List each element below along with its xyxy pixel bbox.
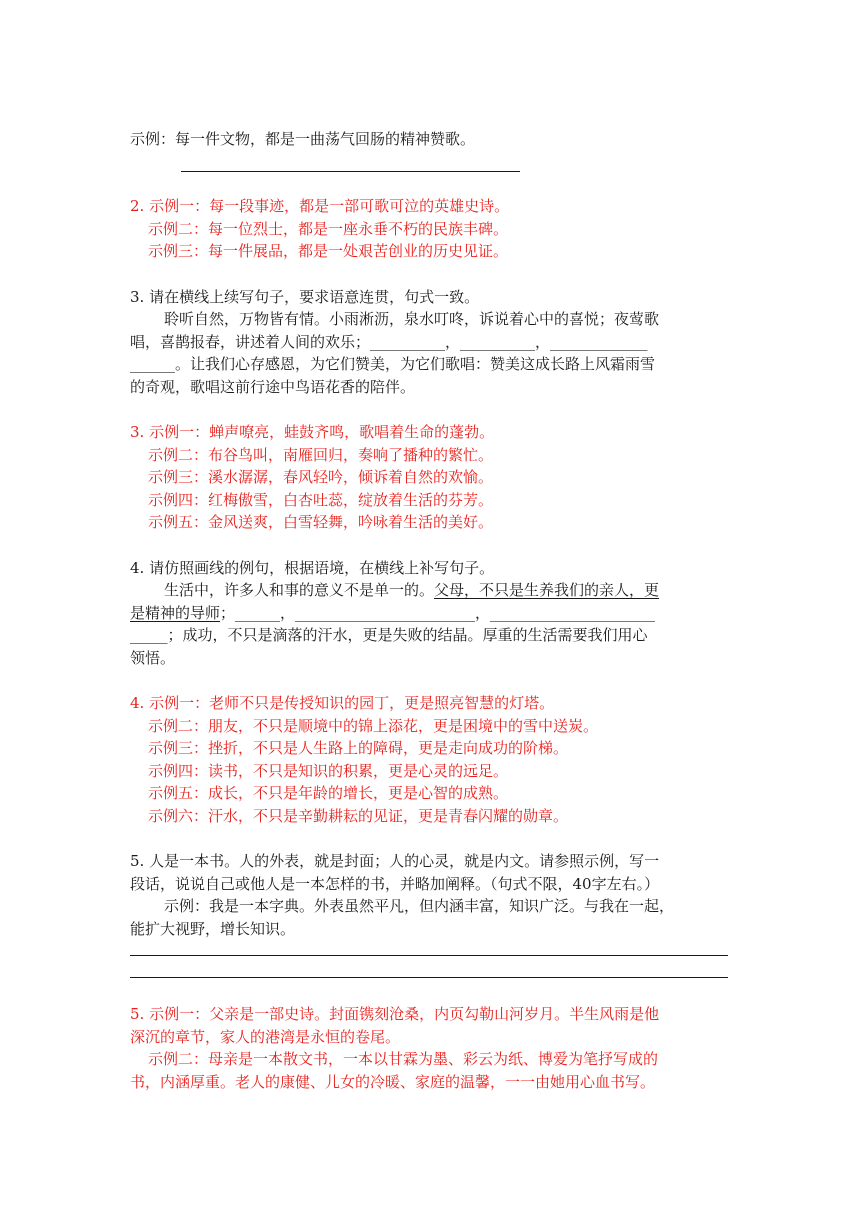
answer-4-line-3: 示例三：挫折，不只是人生路上的障碍，更是走向成功的阶梯。 xyxy=(148,739,569,757)
question-3-passage-line-4: 的奇观，歌唱这前行途中鸟语花香的陪伴。 xyxy=(130,378,416,396)
answer-5-line-1: 5. 示例一：父亲是一部史诗。封面镌刻沧桑，内页勾勒山河岁月。半生风雨是他 xyxy=(130,1005,660,1023)
answer-4-line-4: 示例四：读书，不只是知识的积累，更是心灵的远足。 xyxy=(148,762,509,780)
answer-3-line-4: 示例四：红梅傲雪，白杏吐蕊，绽放着生活的芬芳。 xyxy=(148,491,494,509)
answer-2-line-2: 示例二：每一位烈士，都是一座永垂不朽的民族丰碑。 xyxy=(148,220,509,238)
question-5-example-line-1: 示例：我是一本字典。外表虽然平凡，但内涵丰富，知识广泛。与我在一起， xyxy=(164,897,675,915)
answer-4-line-5: 示例五：成长，不只是年龄的增长，更是心智的成熟。 xyxy=(148,784,509,802)
answer-2-line-3: 示例三：每一件展品，都是一处艰苦创业的历史见证。 xyxy=(148,242,509,260)
question-4-passage-line-2 xyxy=(130,602,655,624)
answer-3-line-1: 3. 示例一：蝉声嘹亮，蛙鼓齐鸣，歌唱着生命的蓬勃。 xyxy=(130,423,495,441)
answer-4-line-1: 4. 示例一：老师不只是传授知识的园丁，更是照亮智慧的灯塔。 xyxy=(130,694,555,712)
answer-4-line-2: 示例二：朋友，不只是顺境中的锦上添花，更是困境中的雪中送炭。 xyxy=(148,717,599,735)
question-4-passage-line-3: _____；成功，不只是滴落的汗水，更是失败的结晶。厚重的生活需要我们用心 xyxy=(130,626,648,644)
q2-answer-blank[interactable] xyxy=(181,171,520,172)
question-5-line-2: 段话，说说自己或他人是一本怎样的书，并略加阐释。（句式不限，40字左右。） xyxy=(130,875,660,893)
question-5-example-line-2: 能扩大视野，增长知识。 xyxy=(130,920,296,938)
question-4-model-sentence-end: 是精神的导师 xyxy=(130,604,221,622)
answer-4-line-6: 示例六：汗水，不只是辛勤耕耘的见证，更是青春闪耀的勋章。 xyxy=(148,807,569,825)
answer-5-line-2: 深沉的章节，家人的港湾是永恒的卷尾。 xyxy=(130,1028,401,1046)
question-3-passage-line-2: 唱，喜鹊报春，讲述着人间的欢乐；__________，__________，_____________ xyxy=(130,333,648,351)
question-4-title: 4. 请仿照画线的例句，根据语境，在横线上补写句子。 xyxy=(130,559,495,577)
answer-5-line-3: 示例二：母亲是一本散文书，一本以甘霖为墨、彩云为纸、博爱为笔抒写成的 xyxy=(148,1050,659,1068)
answer-3-line-5: 示例五：金风送爽，白雪轻舞，吟咏着生活的美好。 xyxy=(148,513,494,531)
answer-2-line-1: 2. 示例一：每一段事迹，都是一部可歌可泣的英雄史诗。 xyxy=(130,197,510,215)
question-4-passage-line-1 xyxy=(164,579,659,601)
q2-example-text: 示例：每一件文物，都是一曲荡气回肠的精神赞歌。 xyxy=(130,130,476,148)
question-4-blanks: ；______，________________________，______________________ xyxy=(220,604,656,622)
answer-3-line-3: 示例三：溪水潺潺，春风轻吟，倾诉着自然的欢愉。 xyxy=(148,468,494,486)
question-3-title: 3. 请在横线上续写句子，要求语意连贯，句式一致。 xyxy=(130,288,480,306)
question-3-passage-line-3: ______。让我们心存感恩，为它们赞美，为它们歌唱：赞美这成长路上风霜雨雪 xyxy=(130,355,656,373)
question-3-passage-line-1: 聆听自然，万物皆有情。小雨淅沥，泉水叮咚，诉说着心中的喜悦；夜莺歌 xyxy=(164,310,660,328)
question-5-line-1: 5. 人是一本书。人的外表，就是封面；人的心灵，就是内文。请参照示例，写一 xyxy=(130,852,660,870)
question-4-passage-line-4: 领悟。 xyxy=(130,649,176,667)
question-4-model-sentence: 父母，不只是生养我们的亲人，更 xyxy=(434,581,660,599)
answer-5-line-4: 书，内涵厚重。老人的康健、儿女的冷暖、家庭的温馨，一一由她用心血书写。 xyxy=(130,1073,656,1091)
q5-answer-blank-1[interactable] xyxy=(130,955,728,956)
question-4-context: 生活中，许多人和事的意义不是单一的。 xyxy=(164,581,435,599)
answer-3-line-2: 示例二：布谷鸟叫，南雁回归，奏响了播种的繁忙。 xyxy=(148,446,494,464)
q5-answer-blank-2[interactable] xyxy=(130,977,728,978)
